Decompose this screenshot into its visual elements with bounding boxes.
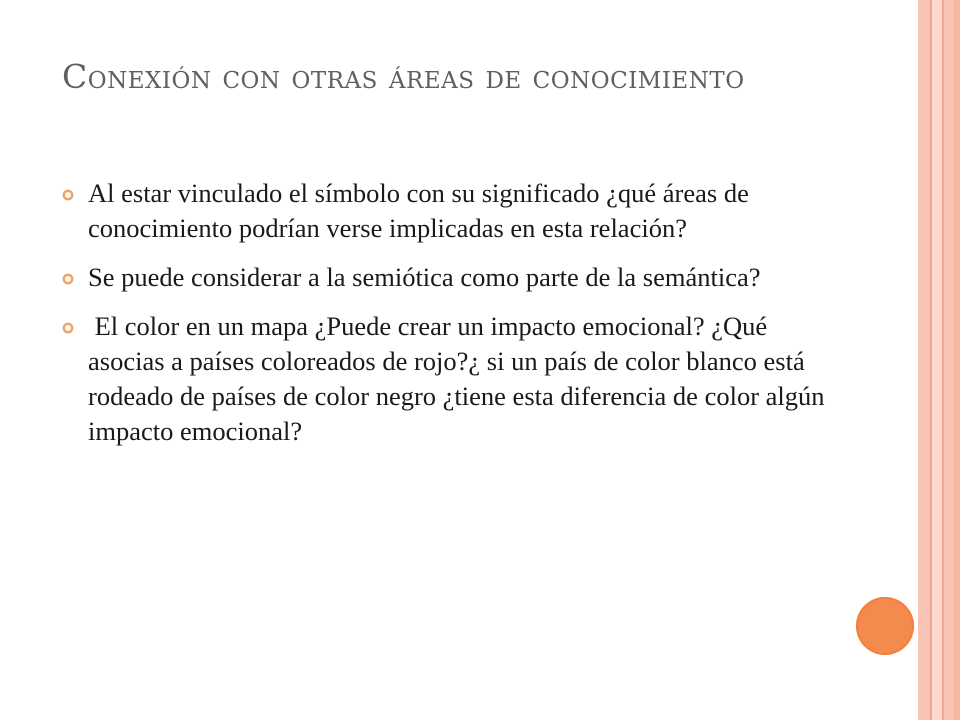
orange-circle-icon xyxy=(856,597,914,655)
decorative-stripe xyxy=(932,0,942,720)
hollow-ring-bullet-icon xyxy=(62,273,74,285)
bullet-item xyxy=(62,260,842,295)
bullet-text: Se puede considerar a la semiótica como parte de la semántica? xyxy=(88,262,761,292)
decorative-stripe xyxy=(944,0,954,720)
decorative-stripe xyxy=(918,0,930,720)
slide-title: Conexión con otras áreas de conocimiento xyxy=(62,57,745,96)
bullet-text: Al estar vinculado el símbolo con su significado ¿qué áreas de conocimiento podrían verse implicadas en esta relación? xyxy=(88,178,749,243)
bullet-item xyxy=(62,176,842,246)
bullet-item xyxy=(62,309,842,449)
decorative-stripe xyxy=(954,0,960,720)
bullet-text: El color en un mapa ¿Puede crear un impacto emocional? ¿Qué asocias a países coloreados de rojo?¿ si un país de color blanco está rodeado de países de color negro ¿tiene esta diferencia de color algún impacto emocional? xyxy=(88,311,832,446)
hollow-ring-bullet-icon xyxy=(62,189,74,201)
bullet-list xyxy=(62,176,842,463)
hollow-ring-bullet-icon xyxy=(62,322,74,334)
